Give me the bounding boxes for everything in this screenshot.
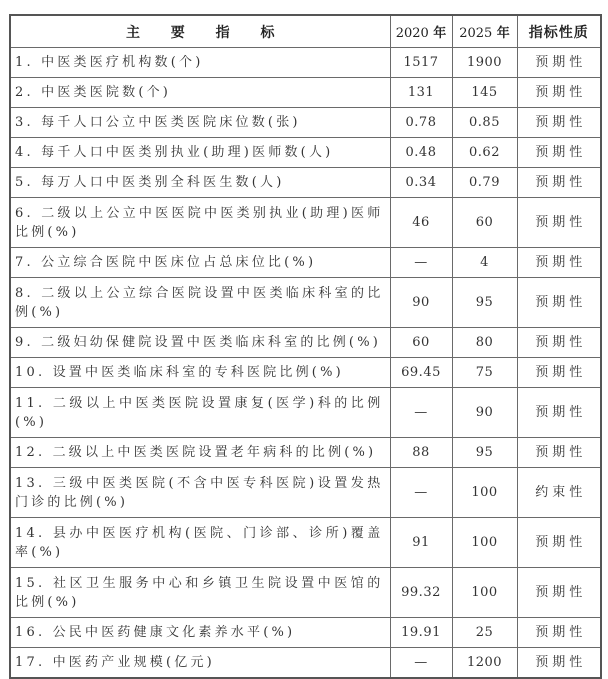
header-year-suffix: 年 [492, 26, 510, 41]
table-row [10, 648, 601, 679]
indicator-type: 预期性 [517, 248, 601, 278]
indicator-name: 3. 每千人口公立中医类医院床位数(张) [10, 108, 390, 138]
value-2025: 0.85 [452, 108, 517, 138]
value-2020: 60 [390, 328, 452, 358]
table-row [10, 618, 601, 648]
indicator-type: 预期性 [517, 278, 601, 328]
indicator-type: 预期性 [517, 618, 601, 648]
indicator-type: 预期性 [517, 568, 601, 618]
value-2020: — [390, 248, 452, 278]
indicator-type: 预期性 [517, 648, 601, 679]
indicator-name: 7. 公立综合医院中医床位占总床位比(%) [10, 248, 390, 278]
value-2020: — [390, 468, 452, 518]
indicators-table-container [9, 14, 600, 679]
indicator-name: 14. 县办中医医疗机构(医院、门诊部、诊所)覆盖率(%) [10, 518, 390, 568]
value-2020: 88 [390, 438, 452, 468]
header-year-suffix: 年 [428, 26, 447, 41]
table-row [10, 518, 601, 568]
table-header-row [10, 15, 601, 48]
header-year-2020-value: 2020 [395, 26, 429, 41]
table-row [10, 388, 601, 438]
indicator-type: 约束性 [517, 468, 601, 518]
table-row [10, 198, 601, 248]
indicator-name: 11. 二级以上中医类医院设置康复(医学)科的比例(%) [10, 388, 390, 438]
value-2025: 95 [452, 438, 517, 468]
value-2020: 46 [390, 198, 452, 248]
indicator-type: 预期性 [517, 438, 601, 468]
value-2025: 80 [452, 328, 517, 358]
table-row [10, 438, 601, 468]
indicator-name: 16. 公民中医药健康文化素养水平(%) [10, 618, 390, 648]
indicator-type: 预期性 [517, 48, 601, 78]
value-2025: 145 [452, 78, 517, 108]
indicator-name: 10. 设置中医类临床科室的专科医院比例(%) [10, 358, 390, 388]
value-2025: 1900 [452, 48, 517, 78]
indicator-name: 5. 每万人口中医类别全科医生数(人) [10, 168, 390, 198]
indicator-name: 2. 中医类医院数(个) [10, 78, 390, 108]
value-2020: 91 [390, 518, 452, 568]
value-2020: 90 [390, 278, 452, 328]
value-2025: 95 [452, 278, 517, 328]
indicator-name: 1. 中医类医疗机构数(个) [10, 48, 390, 78]
value-2020: 69.45 [390, 358, 452, 388]
table-row [10, 278, 601, 328]
table-row [10, 358, 601, 388]
value-2020: 0.48 [390, 138, 452, 168]
table-row [10, 248, 601, 278]
value-2025: 60 [452, 198, 517, 248]
header-year-2025 [452, 15, 517, 48]
indicator-type: 预期性 [517, 388, 601, 438]
indicator-name: 8. 二级以上公立综合医院设置中医类临床科室的比例(%) [10, 278, 390, 328]
value-2025: 4 [452, 248, 517, 278]
indicator-name: 17. 中医药产业规模(亿元) [10, 648, 390, 679]
value-2020: 131 [390, 78, 452, 108]
header-main-indicators: 主 要 指 标 [10, 15, 390, 48]
value-2020: 0.78 [390, 108, 452, 138]
value-2020: — [390, 648, 452, 679]
indicator-type: 预期性 [517, 518, 601, 568]
indicator-type: 预期性 [517, 168, 601, 198]
value-2020: 1517 [390, 48, 452, 78]
indicator-name: 15. 社区卫生服务中心和乡镇卫生院设置中医馆的比例(%) [10, 568, 390, 618]
indicator-type: 预期性 [517, 108, 601, 138]
value-2025: 1200 [452, 648, 517, 679]
indicator-name: 13. 三级中医类医院(不含中医专科医院)设置发热门诊的比例(%) [10, 468, 390, 518]
indicator-type: 预期性 [517, 328, 601, 358]
table-row [10, 138, 601, 168]
header-indicator-type: 指标性质 [517, 15, 601, 48]
value-2020: 99.32 [390, 568, 452, 618]
indicator-name: 9. 二级妇幼保健院设置中医类临床科室的比例(%) [10, 328, 390, 358]
value-2020: 0.34 [390, 168, 452, 198]
value-2025: 0.62 [452, 138, 517, 168]
indicator-type: 预期性 [517, 138, 601, 168]
value-2020: 19.91 [390, 618, 452, 648]
indicator-name: 4. 每千人口中医类别执业(助理)医师数(人) [10, 138, 390, 168]
value-2025: 90 [452, 388, 517, 438]
table-row [10, 108, 601, 138]
header-year-2020 [390, 15, 452, 48]
value-2025: 0.79 [452, 168, 517, 198]
indicator-type: 预期性 [517, 78, 601, 108]
value-2025: 25 [452, 618, 517, 648]
table-row [10, 78, 601, 108]
indicator-type: 预期性 [517, 198, 601, 248]
value-2025: 100 [452, 468, 517, 518]
indicator-type: 预期性 [517, 358, 601, 388]
value-2020: — [390, 388, 452, 438]
header-year-2025-value: 2025 [459, 26, 493, 41]
value-2025: 100 [452, 518, 517, 568]
value-2025: 100 [452, 568, 517, 618]
main-indicators-table [9, 14, 602, 679]
table-row [10, 48, 601, 78]
indicator-name: 12. 二级以上中医类医院设置老年病科的比例(%) [10, 438, 390, 468]
table-row [10, 568, 601, 618]
table-row [10, 468, 601, 518]
table-row [10, 328, 601, 358]
value-2025: 75 [452, 358, 517, 388]
indicator-name: 6. 二级以上公立中医医院中医类别执业(助理)医师比例(%) [10, 198, 390, 248]
table-row [10, 168, 601, 198]
